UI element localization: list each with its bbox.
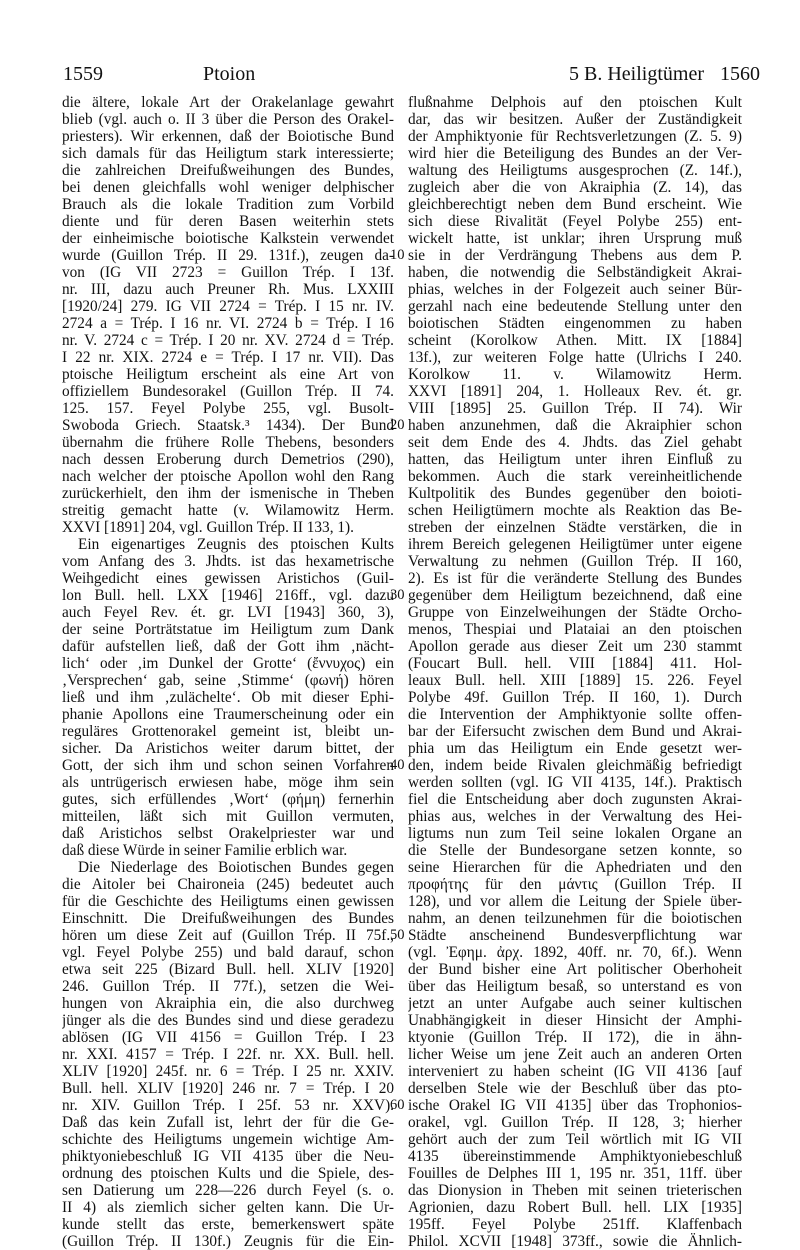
text-line: Bull. hell. XLIV [1920] 246 nr. 7 = Trép. I 20 — [62, 1080, 394, 1097]
text-line: [1920/24] 279. IG VII 2724 = Trép. I 15 nr. IV. — [62, 298, 394, 315]
text-line: fiel die Entscheidung aber doch zugunsten Akrai- — [408, 791, 742, 808]
page-header — [63, 62, 760, 86]
text-line: mitteilen, läßt sich mit Guillon vermuten, — [62, 808, 394, 825]
text-line: Fouilles de Delphes III 1, 195 nr. 351, 11ff. über — [408, 1165, 742, 1182]
text-line: ische Orakel IG VII 4135] über das Trophonios- — [408, 1097, 742, 1114]
text-line: gleichberechtigt neben dem Bund erscheint. Wie — [408, 196, 742, 213]
text-line: hungen von Akraiphia ein, die also durchweg — [62, 995, 394, 1012]
text-line: Agrionien, dazu Robert Bull. hell. LIX [1935] — [408, 1199, 742, 1216]
text-line: ihrem Bereich gelegenen Heiligtümer unter eigene — [408, 536, 742, 553]
text-line: XXVI [1891] 204, 1. Holleaux Rev. ét. gr. — [408, 383, 742, 400]
line-number: 10 — [390, 247, 405, 263]
text-line: schichte des Heiligtums ungemein wichtige Am- — [62, 1131, 394, 1148]
text-line: kunde stellt das erste, bemerkenswert späte — [62, 1216, 394, 1233]
text-line: bar der Eifersucht zwischen dem Bund und Akrai- — [408, 723, 742, 740]
text-line: dafür aufstellen ließ, daß der Gott ihm ‚nächt- — [62, 638, 394, 655]
text-line: (vgl. Ἐφημ. ἀρχ. 1892, 40ff. nr. 70, 6f.). Wenn — [408, 944, 742, 961]
text-line: jetzt an unter Aufgabe auch seiner kultischen — [408, 995, 742, 1012]
text-line: 125. 157. Feyel Polybe 255, vgl. Busolt- — [62, 400, 394, 417]
text-line: bekommen. Auch die stark vereinheitlichende — [408, 468, 742, 485]
text-line: der seine Porträtstatue im Heiligtum zum Dank — [62, 621, 394, 638]
text-line: Unabhängigkeit in dieser Hinsicht der Amphi- — [408, 1012, 742, 1029]
text-line: ligtums nun zum Teil seine lokalen Organe an — [408, 825, 742, 842]
text-line: zugleich aber die von Akraiphia (Z. 14), das — [408, 179, 742, 196]
text-line: gutes, sich erfüllendes ‚Wort‘ (φήμη) fernerhin — [62, 791, 394, 808]
right-page-number: 1560 — [720, 63, 760, 85]
text-line: die zahlreichen Dreifußweihungen des Bundes, — [62, 162, 394, 179]
text-line: der Bund bisher eine Art politischer Oberhoheit — [408, 961, 742, 978]
text-line: lich‘ oder ‚im Dunkel der Grotte‘ (ἔννυχος) ein — [62, 655, 394, 672]
text-line: orakel, vgl. Guillon Trép. II 128, 3; hierher — [408, 1114, 742, 1131]
text-line: seine Hierarchen für die Aphedriaten und den — [408, 859, 742, 876]
text-line: die ältere, lokale Art der Orakelanlage gewahrt — [62, 94, 394, 111]
left-page-number: 1559 — [63, 63, 103, 85]
text-line: XXVI [1891] 204, vgl. Guillon Trép. II 133, 1). — [62, 519, 354, 536]
text-line: 246. Guillon Trép. II 77f.), setzen die Wei- — [62, 978, 394, 995]
text-line: die Aitoler bei Chaironeia (245) bedeutet auch — [62, 876, 394, 893]
text-line: (Foucart Bull. hell. VIII [1884] 411. Hol- — [408, 655, 742, 672]
text-line: daß Aristichos selbst Orakelpriester war und — [62, 825, 394, 842]
text-line: 128), und vor allem die Leitung der Spiele über- — [408, 893, 742, 910]
text-line: Brauch als die lokale Tradition zum Vorbild — [62, 196, 394, 213]
text-line: 2). Es ist für die veränderte Stellung des Bundes — [408, 570, 742, 587]
text-line: übernahm die frühere Rolle Thebens, besonders — [62, 434, 394, 451]
text-line: derselben Stele wie der Beschluß über das pto- — [408, 1080, 742, 1097]
text-line: offiziellem Bundesorakel (Guillon Trép. II 74. — [62, 383, 394, 400]
text-line: nahm, an denen teilzunehmen für die boiotischen — [408, 910, 742, 927]
text-line: gerzahl nach eine bedeutende Stellung unter den — [408, 298, 742, 315]
text-line: nr. XIV. Guillon Trép. I 25f. 53 nr. XXV). — [62, 1097, 394, 1114]
text-line: I 22 nr. XIX. 2724 e = Trép. I 17 nr. VII). Das — [62, 349, 394, 366]
text-line: gegenüber dem Heiligtum bezeichnend, daß eine — [408, 587, 742, 604]
text-line: sich damals für das Heiligtum stark interessierte; — [62, 145, 394, 162]
text-line: menos, Thespiai und Plataiai an den ptoischen — [408, 621, 742, 638]
text-line: Swoboda Griech. Staatsk.³ 1434). Der Bund — [62, 417, 394, 434]
text-line: phiktyoniebeschluß IG VII 4135 über die Neu- — [62, 1148, 394, 1165]
text-line: über das Heiligtum besaß, so unterstand es von — [408, 978, 742, 995]
text-line: die Stelle der Bundesorgane setzen konnte, so — [408, 842, 742, 859]
text-line: ablösen (IG VII 4156 = Guillon Trép. I 23 — [62, 1029, 394, 1046]
text-line: blieb (vgl. auch o. II 3 über die Person des Orakel- — [62, 111, 394, 128]
text-line: sicher. Da Aristichos weiter darum bittet, der — [62, 740, 394, 757]
text-line: licher Weise um jene Zeit auch an anderen Orten — [408, 1046, 742, 1063]
text-line: Apollon gerade aus dieser Zeit um 230 stammt — [408, 638, 742, 655]
text-line: auch Feyel Rev. ét. gr. LVI [1943] 360, 3), — [62, 604, 394, 621]
text-line: priesters). Wir erkennen, daß der Boiotische Bund — [62, 128, 394, 145]
text-line: waltung des Heiligtums ausgesprochen (Z. 14f.), — [408, 162, 742, 179]
text-line: hören um diese Zeit auf (Guillon Trép. II 75f., — [62, 927, 394, 944]
text-line: phanie Apollons eine Traumerscheinung oder ein — [62, 706, 394, 723]
text-line: boiotischen Städten eingenommen zu haben — [408, 315, 742, 332]
text-line: XLIV [1920] 245f. nr. 6 = Trép. I 25 nr. XXIV. — [62, 1063, 394, 1080]
text-line: die Intervention der Amphiktyonie sollte offen- — [408, 706, 742, 723]
text-line: streben der einzelnen Städte verstärken, die in — [408, 519, 742, 536]
text-line: seit dem Ende des 4. Jhdts. das Ziel gehabt — [408, 434, 742, 451]
text-line: ordnung des ptoischen Kults und die Spiele, des- — [62, 1165, 394, 1182]
text-line: daß diese Würde in seiner Familie erblich war. — [62, 842, 348, 859]
text-line: haben anzunehmen, daß die Akraiphier schon — [408, 417, 742, 434]
text-line: II 4) als ziemlich sicher gelten kann. Die Ur- — [62, 1199, 394, 1216]
text-line: sich diese Rivalität (Feyel Polybe 255) ent- — [408, 213, 742, 230]
text-line: wird hier die Beteiligung des Bundes an der Ver- — [408, 145, 742, 162]
line-number: 20 — [390, 417, 405, 433]
text-line: Verwaltung zu nehmen (Guillon Trép. II 160, — [408, 553, 742, 570]
line-number: 30 — [390, 587, 405, 603]
text-line: lon Bull. hell. LXX [1946] 216ff., vgl. dazu — [62, 587, 394, 604]
text-line: etwa seit 225 (Bizard Bull. hell. XLIV [1920] — [62, 961, 394, 978]
line-number: 40 — [390, 757, 405, 773]
text-line: 4135 übereinstimmende Amphiktyoniebeschluß — [408, 1148, 742, 1165]
text-line: vgl. Feyel Polybe 255) und bald darauf, schon — [62, 944, 394, 961]
text-line: flußnahme Delphois auf den ptoischen Kult — [408, 94, 742, 111]
text-line: προφήτης für den μάντις (Guillon Trép. II — [408, 876, 742, 893]
text-line: hatten, das Heiligtum unter ihren Einfluß zu — [408, 451, 742, 468]
text-line: nr. III, dazu auch Preuner Rh. Mus. LXXIII — [62, 281, 394, 298]
text-line: zurückerhielt, den ihm der ismenische in Theben — [62, 485, 394, 502]
text-line: 13f.), zur weiteren Folge hatte (Ulrichs I 240. — [408, 349, 742, 366]
text-line: nach dessen Eroberung durch Demetrios (290), — [62, 451, 394, 468]
text-line: (Guillon Trép. II 130f.) Zeugnis für die Ein- — [62, 1233, 394, 1250]
right-text-column — [408, 94, 742, 1250]
text-line: nr. XXI. 4157 = Trép. I 22f. nr. XX. Bull. hell. — [62, 1046, 394, 1063]
text-line: scheint (Korolkow Athen. Mitt. IX [1884] — [408, 332, 742, 349]
text-line: dar, das wir besitzen. Außer der Zuständigkeit — [408, 111, 742, 128]
text-line: streitig gemacht hatte (v. Wilamowitz Herm. — [62, 502, 394, 519]
text-line: den, indem beide Rivalen gleichmäßig befriedigt — [408, 757, 742, 774]
text-line: Polybe 49f. Guillon Trép. II 160, 1). Durch — [408, 689, 742, 706]
text-line: Philol. XCVII [1948] 373ff., sowie die Ähnlich- — [408, 1233, 742, 1250]
text-line: Gruppe von Einzelweihungen der Städte Orcho- — [408, 604, 742, 621]
text-line: jünger als die des Bundes sind und diese geradezu — [62, 1012, 394, 1029]
text-line: wickelt hatte, ist unklar; ihren Ursprung muß — [408, 230, 742, 247]
text-line: 2724 a = Trép. I 16 nr. VI. 2724 b = Trép. I 16 — [62, 315, 394, 332]
text-line: als untrügerisch erwiesen habe, möge ihm sein — [62, 774, 394, 791]
text-line: ‚Versprechen‘ gab, seine ‚Stimme‘ (φωνή) hören — [62, 672, 394, 689]
text-line: Kultpolitik des Bundes gegenüber den boioti- — [408, 485, 742, 502]
text-line: phia um das Heiligtum ein Ende gesetzt wer- — [408, 740, 742, 757]
text-line: gehört auch der zum Teil wörtlich mit IG VII — [408, 1131, 742, 1148]
text-line: VIII [1895] 25. Guillon Trép. II 74). Wir — [408, 400, 742, 417]
text-line: phias aus, welches in der Verwaltung des Hei- — [408, 808, 742, 825]
text-line: wurde (Guillon Trép. II 29. 131f.), zeugen da- — [62, 247, 394, 264]
text-line: der einheimische boiotische Kalkstein verwendet — [62, 230, 394, 247]
text-line: bei denen gleichfalls wohl weniger delphischer — [62, 179, 394, 196]
text-line: Einschnitt. Die Dreifußweihungen des Bundes — [62, 910, 394, 927]
line-number: 50 — [390, 927, 405, 943]
text-line: vom Anfang des 3. Jhdts. ist das hexametrische — [62, 553, 394, 570]
text-line: Weihgedicht eines gewissen Aristichos (Guil- — [62, 570, 394, 587]
text-line: Daß das kein Zufall ist, lehrt der für die Ge- — [62, 1114, 394, 1131]
text-line: ktyonie (Guillon Trép. II 172), die in ähn- — [408, 1029, 742, 1046]
text-line: werden sollten (vgl. IG VII 4135, 14f.). Praktisch — [408, 774, 742, 791]
text-line: nr. V. 2724 c = Trép. I 20 nr. XV. 2724 d = Trép. — [62, 332, 394, 349]
text-line: von (IG VII 2723 = Guillon Trép. I 13f. — [62, 264, 394, 281]
right-running-title: 5 B. Heiligtümer — [569, 63, 704, 85]
text-line: haben, die notwendig die Selbständigkeit Akrai- — [408, 264, 742, 281]
text-line: nach welcher der ptoische Apollon wohl den Rang — [62, 468, 394, 485]
text-line: schen Heiligtümern mochte als Reaktion das Be- — [408, 502, 742, 519]
text-line: phias, welches in der Folgezeit auch seiner Bür- — [408, 281, 742, 298]
left-text-column — [62, 94, 394, 1250]
text-line: reguläres Grottenorakel gemeint ist, bleibt un- — [62, 723, 394, 740]
text-line: sie in der Verdrängung Thebens aus dem P. — [408, 247, 742, 264]
text-line: leaux Bull. hell. XIII [1889] 15. 226. Feyel — [408, 672, 742, 689]
text-line: ptoische Heiligtum erscheint als eine Art von — [62, 366, 394, 383]
text-line: sen Datierung um 228—226 durch Feyel (s. o. — [62, 1182, 394, 1199]
text-line: Gott, der sich ihm und schon seinen Vorfahren — [62, 757, 394, 774]
text-line: das Dionysion in Theben mit seinen trieterischen — [408, 1182, 742, 1199]
text-line: der Amphiktyonie für Rechtsverletzungen (Z. 5. 9) — [408, 128, 742, 145]
text-line: 195ff. Feyel Polybe 251ff. Klaffenbach — [408, 1216, 742, 1233]
line-number: 60 — [390, 1097, 405, 1113]
text-line: ließ und ihm ‚zulächelte‘. Ob mit dieser Ephi- — [62, 689, 394, 706]
text-line: Städte anscheinend Bundesverpflichtung war — [408, 927, 742, 944]
text-line: interveniert zu haben scheint (IG VII 4136 [auf — [408, 1063, 742, 1080]
text-line: diente und für deren Basen weiterhin stets — [62, 213, 394, 230]
text-line: für die Geschichte des Heiligtums einen gewissen — [62, 893, 394, 910]
text-line: Die Niederlage des Boiotischen Bundes gegen — [78, 859, 394, 876]
text-line: Korolkow 11. v. Wilamowitz Herm. — [408, 366, 742, 383]
left-running-title: Ptoion — [203, 63, 256, 85]
text-line: Ein eigenartiges Zeugnis des ptoischen Kults — [78, 536, 394, 553]
